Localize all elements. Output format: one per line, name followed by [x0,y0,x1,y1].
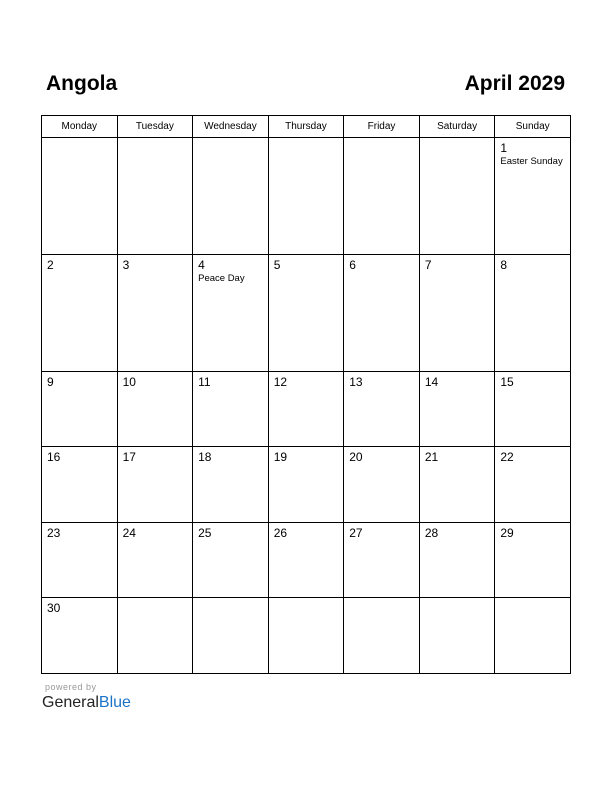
calendar-day-cell [193,371,269,447]
day-number: 23 [47,525,61,540]
day-number: 8 [500,257,508,272]
calendar-day-cell [495,598,571,674]
calendar-day-cell [117,598,193,674]
calendar-day-cell [117,371,193,447]
generalblue-logo [42,694,131,712]
calendar-day-cell [419,254,495,371]
day-number: 5 [273,257,281,272]
day-number: 21 [424,450,439,465]
day-number: 2 [47,257,54,272]
day-number: 20 [349,450,363,465]
day-number: 28 [424,525,439,540]
calendar-day-cell [268,522,344,598]
calendar-day-cell [268,254,344,371]
calendar-week-row [42,254,571,371]
calendar-day-cell [419,447,495,523]
day-number: 6 [349,257,356,272]
calendar-day-cell [344,598,420,674]
day-number: 15 [500,374,514,389]
weekday-header: Friday [344,116,420,138]
day-number: 3 [122,257,130,272]
day-number: 29 [500,525,514,540]
calendar-day-cell [117,254,193,371]
day-number: 19 [273,450,288,465]
day-number: 12 [273,374,288,389]
month-year-title: April 2029 [464,72,565,95]
calendar-day-cell [495,138,571,255]
calendar-day-cell [419,598,495,674]
calendar-day-cell [193,598,269,674]
day-number: 14 [424,374,439,389]
calendar-day-cell [344,522,420,598]
calendar-day-cell [419,371,495,447]
weekday-header: Wednesday [193,116,269,138]
day-number: 24 [122,525,136,540]
weekday-header: Monday [42,116,118,138]
calendar-day-cell [495,254,571,371]
calendar-day-cell [344,371,420,447]
calendar-day-cell [268,598,344,674]
day-number: 17 [122,450,136,465]
calendar-day-cell [344,254,420,371]
holiday-label: Peace Day [198,272,245,284]
day-number: 25 [198,525,212,540]
calendar-day-cell [42,371,118,447]
day-number: 26 [273,525,288,540]
day-number: 16 [47,450,61,465]
calendar-day-cell [42,254,118,371]
calendar-week-row [42,598,571,674]
calendar-day-cell [344,138,420,255]
calendar-grid [41,115,571,674]
day-number: 11 [198,374,211,389]
calendar-day-cell [42,522,118,598]
weekday-header: Tuesday [117,116,193,138]
calendar-day-cell [42,138,118,255]
holiday-label: Easter Sunday [500,156,563,167]
day-number: 30 [47,601,61,616]
calendar-week-row [42,138,571,255]
day-number: 4 [198,257,205,272]
day-number: 7 [424,257,432,272]
calendar-day-cell [495,447,571,523]
brand-general: General [42,694,99,711]
calendar-day-cell [495,371,571,447]
calendar-day-cell [193,447,269,523]
weekday-header: Saturday [419,116,495,138]
calendar-day-cell [268,138,344,255]
calendar-day-cell [419,138,495,255]
day-number: 22 [500,450,514,465]
country-title: Angola [46,72,118,95]
weekday-header: Sunday [495,116,571,138]
calendar-day-cell [117,522,193,598]
day-number: 27 [349,525,363,540]
calendar-day-cell [193,522,269,598]
day-number: 18 [198,450,212,465]
calendar-day-cell [268,371,344,447]
day-number: 10 [122,374,136,389]
day-number: 9 [47,374,54,389]
calendar-day-cell [117,447,193,523]
weekday-header: Thursday [268,116,344,138]
brand-blue: Blue [98,694,131,711]
calendar-week-row [42,522,571,598]
calendar-day-cell [495,522,571,598]
calendar-day-cell [42,447,118,523]
calendar-day-cell [117,138,193,255]
calendar-day-cell [42,598,118,674]
day-number: 13 [349,374,363,389]
calendar-day-cell [344,447,420,523]
calendar-day-cell [193,138,269,255]
calendar-day-cell [268,447,344,523]
calendar-day-cell [193,254,269,371]
calendar-day-cell [419,522,495,598]
calendar-week-row [42,447,571,523]
powered-by-label: powered by [45,682,97,692]
weekday-header-row [42,116,571,138]
day-number: 1 [500,141,508,155]
calendar-week-row [42,371,571,447]
